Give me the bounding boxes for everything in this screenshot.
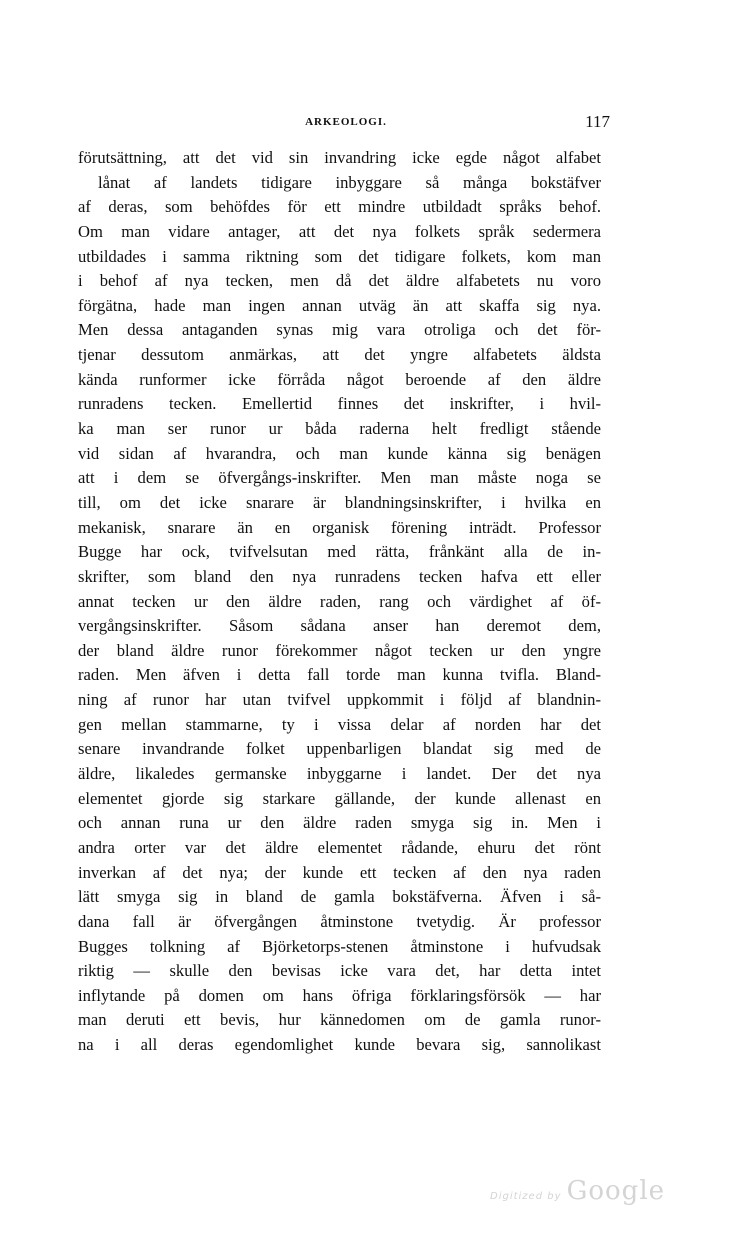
- text-line-35: inflytande på domen om hans öfriga förklaringsförsök — har: [78, 985, 601, 1005]
- running-head: [78, 112, 614, 136]
- text-line-17: Bugge har ock, tvifvelsutan med rätta, frånkänt alla de in-: [78, 542, 601, 562]
- body-text: [78, 146, 601, 1058]
- text-line-34: riktig — skulle den bevisas icke vara det, har detta intet: [78, 961, 601, 981]
- text-line-25: senare invandrande folket uppenbarligen blandat sig med de: [78, 739, 601, 759]
- text-line-2: lånat af landets tidigare inbyggare så många bokstäfver: [98, 172, 601, 192]
- text-line-11: runradens tecken. Emellertid finnes det inskrifter, i hvil-: [78, 394, 601, 414]
- text-line-23: ning af runor har utan tvifvel uppkommit i följd af blandnin-: [78, 690, 601, 710]
- text-line-10: kända runformer icke förråda något beroende af den äldre: [78, 369, 601, 389]
- text-line-32: dana fall är öfvergången åtminstone tvetydig. Är professor: [78, 911, 601, 931]
- text-line-9: tjenar dessutom anmärkas, att det yngre alfabetets äldsta: [78, 345, 601, 365]
- watermark-prefix: Digitized by: [490, 1191, 562, 1202]
- text-line-29: andra orter var det äldre elementet rådande, ehuru det rönt: [78, 837, 601, 857]
- text-line-24: gen mellan stammarne, ty i vissa delar af norden har det: [78, 714, 601, 734]
- text-line-31: lätt smyga sig in bland de gamla bokstäfverna. Äfven i så-: [78, 887, 601, 907]
- watermark-logo: Google: [566, 1176, 666, 1206]
- text-line-20: vergångsinskrifter. Såsom sådana anser han deremot dem,: [78, 616, 601, 636]
- text-line-16: mekanisk, snarare än en organisk förening inträdt. Professor: [78, 517, 601, 537]
- text-line-7: förgätna, hade man ingen annan utväg än att skaffa sig nya.: [78, 295, 601, 315]
- text-line-12: ka man ser runor ur båda raderna helt fredligt stående: [78, 419, 601, 439]
- text-line-26: äldre, likaledes germanske inbyggarne i landet. Der det nya: [78, 764, 601, 784]
- text-line-5: utbildades i samma riktning som det tidigare folkets, kom man: [78, 246, 601, 266]
- text-line-14: att i dem se öfvergångs-inskrifter. Men man måste noga se: [78, 468, 601, 488]
- text-line-28: och annan runa ur den äldre raden smyga sig in. Men i: [78, 813, 601, 833]
- text-line-21: der bland äldre runor förekommer något tecken ur den yngre: [78, 640, 601, 660]
- text-line-27: elementet gjorde sig starkare gällande, der kunde allenast en: [78, 788, 601, 808]
- text-line-22: raden. Men äfven i detta fall torde man kunna tvifla. Bland-: [78, 665, 601, 685]
- text-line-13: vid sidan af hvarandra, och man kunde känna sig benägen: [78, 443, 601, 463]
- text-line-37: na i all deras egendomlighet kunde bevara sig, sannolikast: [78, 1035, 601, 1055]
- text-line-18: skrifter, som bland den nya runradens tecken hafva ett eller: [78, 566, 601, 586]
- text-line-33: Bugges tolkning af Björketorps-stenen åtminstone i hufvudsak: [78, 936, 601, 956]
- page-number: 117: [585, 112, 610, 131]
- digitization-watermark: [490, 1176, 665, 1206]
- text-line-4: Om man vidare antager, att det nya folkets språk sedermera: [78, 221, 601, 241]
- text-line-19: annat tecken ur den äldre raden, rang och värdighet af öf-: [78, 591, 601, 611]
- text-line-6: i behof af nya tecken, men då det äldre alfabetets nu voro: [78, 271, 601, 291]
- text-line-8: Men dessa antaganden synas mig vara otroliga och det för-: [78, 320, 601, 340]
- text-line-36: man deruti ett bevis, hur kännedomen om de gamla runor-: [78, 1010, 601, 1030]
- text-line-15: till, om det icke snarare är blandningsinskrifter, i hvilka en: [78, 492, 601, 512]
- text-line-30: inverkan af det nya; der kunde ett tecken af den nya raden: [78, 862, 601, 882]
- running-title: ARKEOLOGI.: [305, 116, 387, 128]
- text-line-1: förutsättning, att det vid sin invandring icke egde något alfabet: [78, 148, 601, 167]
- text-line-3: af deras, som behöfdes för ett mindre utbildadt språks behof.: [78, 197, 601, 217]
